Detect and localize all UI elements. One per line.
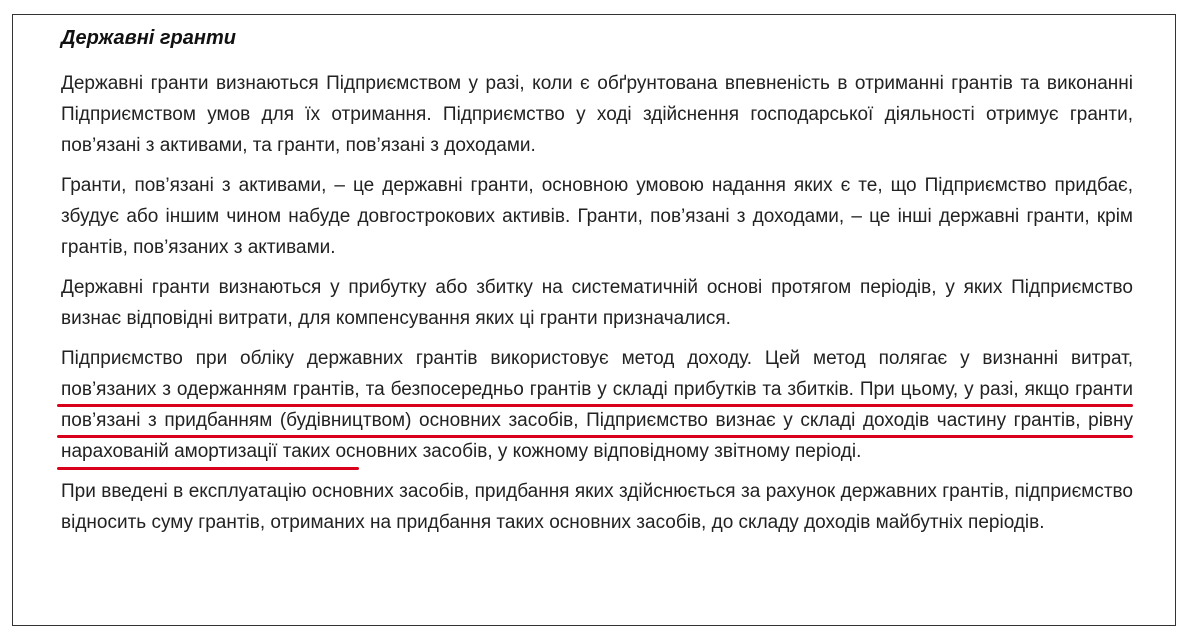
paragraph-income-method-text: Підприємство при обліку державних грантів використовує метод доходу. Цей метод полягає у визнанні витрат, пов’язаних з одержанням грантів, та безпосередньо грантів у складі прибутків та збитків. (61, 348, 1133, 400)
highlighted-paragraph-block (61, 343, 1133, 467)
red-underline-2 (57, 435, 1133, 438)
paragraph-grant-types: Гранти, пов’язані з активами, – це державні гранти, основною умовою надання яких є те, що Підприємство придбає, збудує або іншим чином набуде довгострокових активів. Гранти, пов’язані з доходами, – це інші державні гранти, крім грантів, пов’язаних з активами. (61, 175, 1133, 258)
document-content (61, 22, 1133, 547)
red-underline-3 (57, 467, 359, 470)
highlighted-sentence: При цьому, у разі, якщо гранти пов’язані з придбанням (будівництвом) основних засобів, Підприємство визнає у складі доходів частину грантів, рівну нарахованій амортизації таких основних засобів, у кожному відповідному звітному періоді. (61, 379, 1133, 462)
section-title: Державні гранти (61, 27, 236, 49)
paragraph-deferred-income: При введені в експлуатацію основних засобів, придбання яких здійснюється за рахунок державних грантів, підприємство відносить суму грантів, отриманих на придбання таких основних засобів, до складу доходів майбутніх періодів. (61, 481, 1133, 533)
paragraph-profit-loss: Державні гранти визнаються у прибутку або збитку на систематичній основі протягом періодів, у яких Підприємство визнає відповідні витрати, для компенсування яких ці гранти призначалися. (61, 277, 1133, 329)
paragraph-recognition: Державні гранти визнаються Підприємством у разі, коли є обґрунтована впевненість в отриманні грантів та виконанні Підприємством умов для їх отримання. Підприємство у ході здійснення господарської діяльності отримує гранти, пов’язані з активами, та гранти, пов’язані з доходами. (61, 73, 1133, 156)
red-underline-1 (57, 404, 1133, 407)
